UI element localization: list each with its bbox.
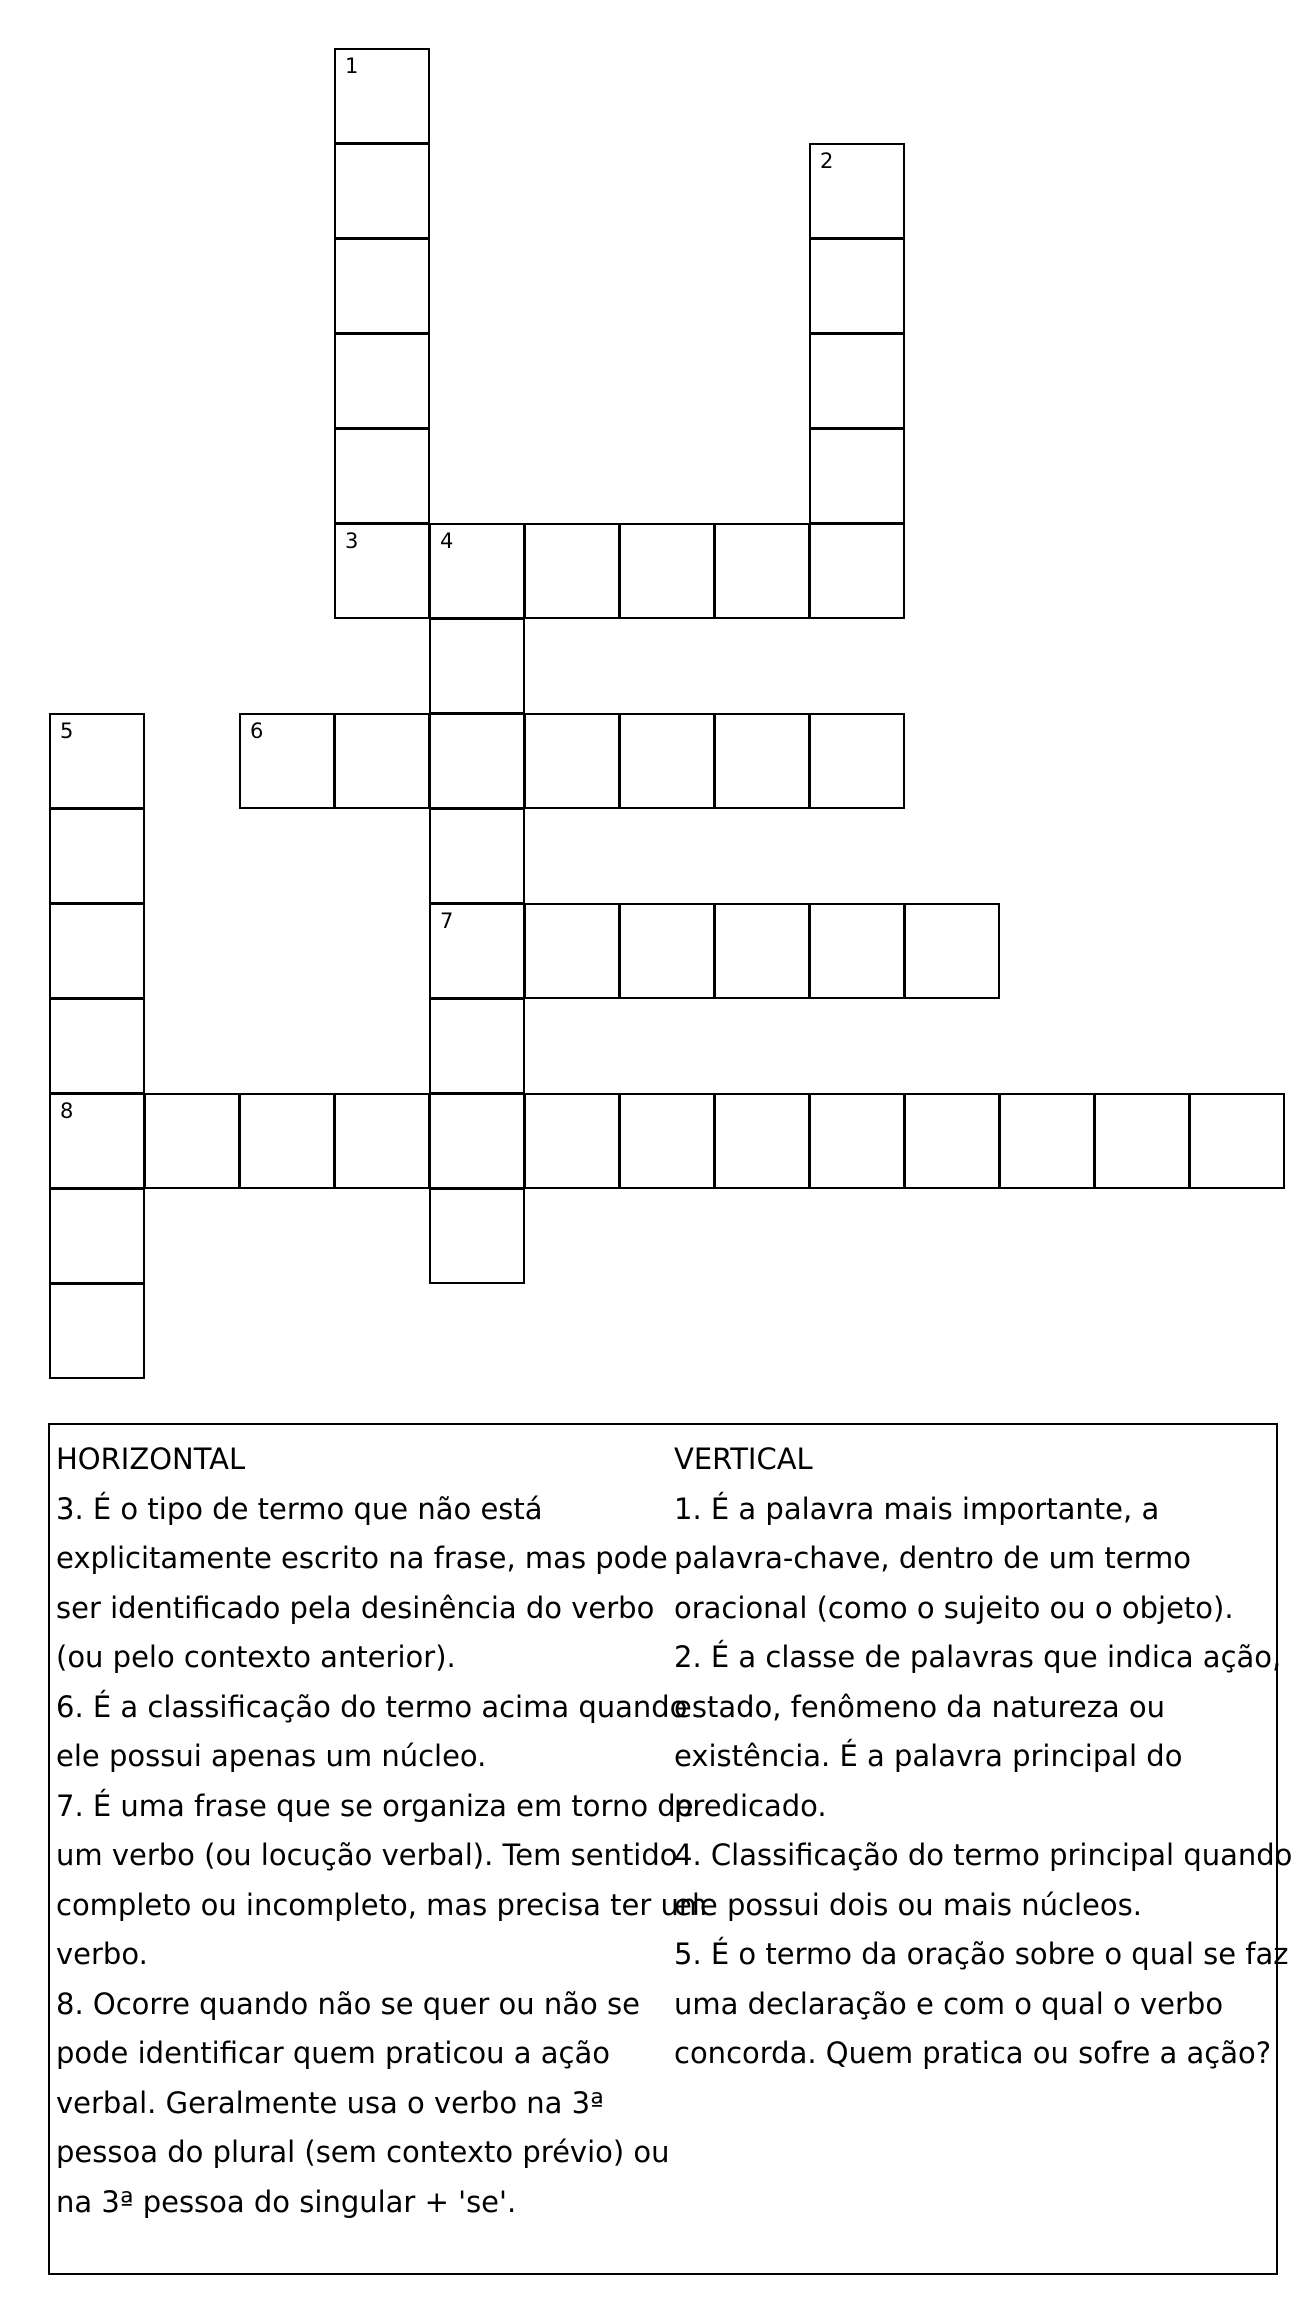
crossword-cell[interactable]	[49, 903, 145, 999]
crossword-cell[interactable]	[714, 523, 810, 619]
crossword-cell[interactable]	[49, 1188, 145, 1284]
crossword-cell[interactable]	[334, 143, 430, 239]
clue-number: 2	[820, 149, 834, 173]
crossword-cell[interactable]	[809, 713, 905, 809]
crossword-cell[interactable]	[49, 1283, 145, 1379]
vertical-clue-line: 2. É a classe de palavras que indica ação,	[674, 1640, 1282, 1674]
crossword-cell[interactable]	[1189, 1093, 1285, 1189]
horizontal-clue-line: 7. É uma frase que se organiza em torno de	[56, 1788, 694, 1823]
crossword-cell[interactable]	[49, 1093, 145, 1189]
crossword-cell[interactable]	[619, 523, 715, 619]
crossword-cell[interactable]	[809, 238, 905, 334]
vertical-clue-line: concorda. Quem pratica ou sofre a ação?	[674, 2036, 1272, 2070]
crossword-cell[interactable]	[524, 1093, 620, 1189]
vertical-clue-line: predicado.	[674, 1788, 827, 1823]
vertical-clue-line: 4. Classificação do termo principal quando	[674, 1838, 1293, 1872]
crossword-cell[interactable]	[809, 1093, 905, 1189]
clue-number: 3	[345, 529, 359, 553]
horizontal-clue-line: explicitamente escrito na frase, mas pode	[56, 1541, 668, 1575]
horizontal-heading: HORIZONTAL	[56, 1442, 246, 1476]
horizontal-clue-line: um verbo (ou locução verbal). Tem sentido	[56, 1838, 678, 1872]
crossword-cell[interactable]	[334, 1093, 430, 1189]
crossword-cell[interactable]	[239, 1093, 335, 1189]
horizontal-clue-line: na 3ª pessoa do singular + 'se'.	[56, 2184, 517, 2219]
crossword-cell[interactable]	[619, 903, 715, 999]
crossword-cell[interactable]	[714, 903, 810, 999]
vertical-clue-line: 1. É a palavra mais importante, a	[674, 1491, 1160, 1526]
crossword-cell[interactable]	[144, 1093, 240, 1189]
vertical-clue-line: uma declaração e com o qual o verbo	[674, 1986, 1224, 2021]
horizontal-clue-line: verbo.	[56, 1937, 148, 1971]
crossword-cell[interactable]	[1094, 1093, 1190, 1189]
crossword-cell[interactable]	[429, 523, 525, 619]
crossword-cell[interactable]	[809, 428, 905, 524]
crossword-cell[interactable]	[429, 1188, 525, 1284]
crossword-cell[interactable]	[429, 998, 525, 1094]
clue-number: 7	[440, 909, 454, 933]
crossword-cell[interactable]	[999, 1093, 1095, 1189]
vertical-clue-line: oracional (como o sujeito ou o objeto).	[674, 1590, 1234, 1625]
horizontal-clue-line: pessoa do plural (sem contexto prévio) ou	[56, 2135, 670, 2169]
crossword-cell[interactable]	[429, 903, 525, 999]
crossword-cell[interactable]	[809, 143, 905, 239]
crossword-cell[interactable]	[334, 713, 430, 809]
crossword-cell[interactable]	[904, 903, 1000, 999]
crossword-cell[interactable]	[429, 713, 525, 809]
vertical-clue-line: existência. É a palavra principal do	[674, 1739, 1183, 1773]
vertical-clues	[674, 1435, 1293, 2079]
horizontal-clue-line: verbal. Geralmente usa o verbo na 3ª	[56, 2085, 604, 2120]
crossword-cell[interactable]	[809, 903, 905, 999]
clue-number: 6	[250, 719, 264, 743]
crossword-cell[interactable]	[49, 998, 145, 1094]
vertical-clue-line: 5. É o termo da oração sobre o qual se faz	[674, 1937, 1289, 1971]
crossword-cell[interactable]	[524, 903, 620, 999]
clue-number: 1	[345, 54, 359, 78]
crossword-cell[interactable]	[239, 713, 335, 809]
crossword-cell[interactable]	[904, 1093, 1000, 1189]
crossword-cell[interactable]	[429, 1093, 525, 1189]
clue-number: 5	[60, 719, 74, 743]
clues-box	[48, 1423, 1293, 2275]
crossword-cell[interactable]	[334, 48, 430, 144]
crossword-cell[interactable]	[429, 618, 525, 714]
crossword-cell[interactable]	[524, 523, 620, 619]
horizontal-clue-line: pode identificar quem praticou a ação	[56, 2036, 610, 2070]
crossword-cell[interactable]	[334, 523, 430, 619]
horizontal-clue-line: (ou pelo contexto anterior).	[56, 1640, 456, 1674]
crossword-cell[interactable]	[619, 1093, 715, 1189]
crossword-cell[interactable]	[714, 713, 810, 809]
vertical-clue-line: palavra-chave, dentro de um termo	[674, 1541, 1192, 1575]
crossword-cell[interactable]	[334, 333, 430, 429]
horizontal-clue-line: completo ou incompleto, mas precisa ter um	[56, 1887, 708, 1922]
clue-number: 8	[60, 1099, 74, 1123]
vertical-heading: VERTICAL	[674, 1442, 813, 1476]
horizontal-clue-line: 6. É a classificação do termo acima quando	[56, 1689, 688, 1724]
horizontal-clue-line: 3. É o tipo de termo que não está	[56, 1491, 543, 1526]
crossword-cell[interactable]	[429, 808, 525, 904]
crossword-cell[interactable]	[619, 713, 715, 809]
vertical-clue-line: estado, fenômeno da natureza ou	[674, 1689, 1166, 1724]
horizontal-clue-line: 8. Ocorre quando não se quer ou não se	[56, 1986, 640, 2021]
crossword-cell[interactable]	[334, 238, 430, 334]
crossword-cell[interactable]	[714, 1093, 810, 1189]
horizontal-clue-line: ele possui apenas um núcleo.	[56, 1739, 487, 1773]
crossword-cell[interactable]	[524, 713, 620, 809]
horizontal-clues	[56, 1435, 708, 2227]
crossword-cell[interactable]	[809, 333, 905, 429]
vertical-clue-line: ele possui dois ou mais núcleos.	[674, 1887, 1142, 1922]
crossword-cell[interactable]	[49, 713, 145, 809]
crossword-cell[interactable]	[809, 523, 905, 619]
clue-number: 4	[440, 529, 454, 553]
crossword-cell[interactable]	[49, 808, 145, 904]
horizontal-clue-line: ser identificado pela desinência do verbo	[56, 1590, 655, 1625]
crossword-cell[interactable]	[334, 428, 430, 524]
